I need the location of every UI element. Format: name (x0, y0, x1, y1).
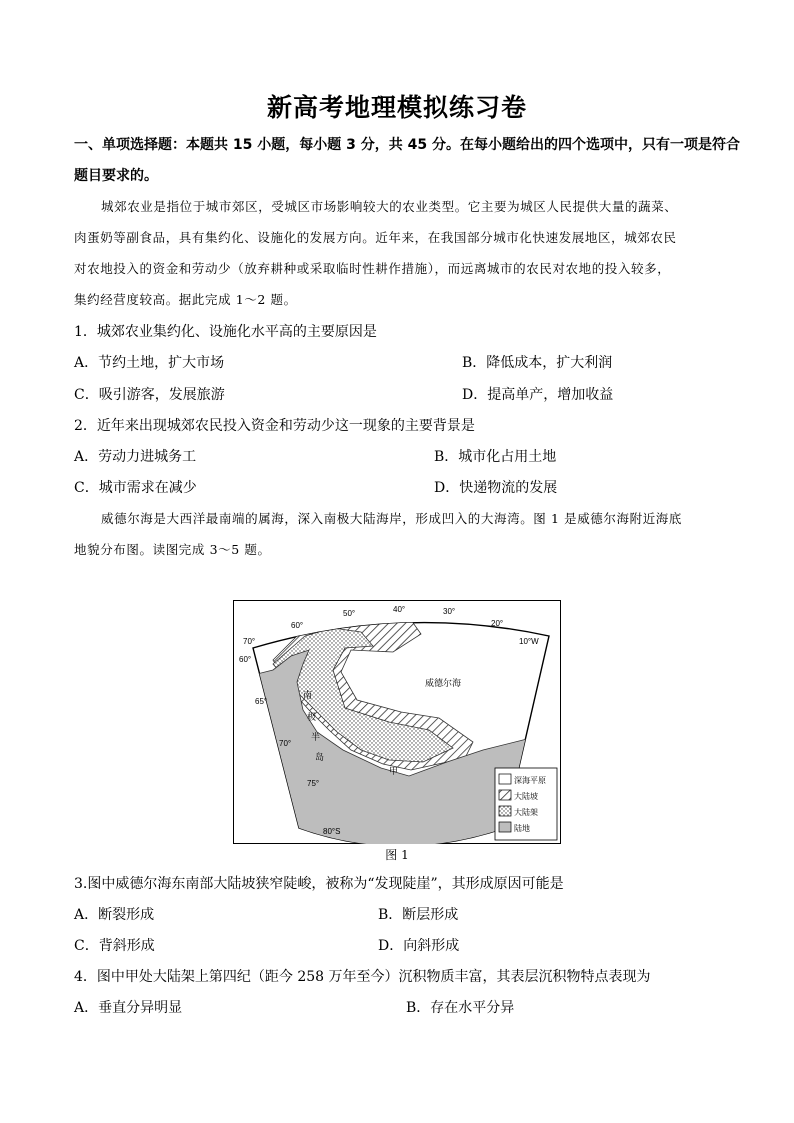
peninsula-char-2: 极 (307, 712, 317, 722)
legend-deep-plain: 深海平原 (514, 776, 546, 785)
legend-land: 陆地 (514, 824, 530, 833)
lon-60-label: 60° (291, 621, 304, 630)
passage1-line3: 对农地投入的资金和劳动少（放弃耕种或采取临时性耕作措施），而远离城市的农民对农地的投入较多， (74, 261, 671, 276)
jia-label: 甲 (389, 766, 399, 776)
q4-option-b[interactable]: B．存在水平分异 (406, 1000, 515, 1016)
lon-70-label: 70° (243, 637, 256, 646)
lon-10w-label: 10°W (519, 637, 539, 646)
lon-40-label: 40° (393, 605, 406, 614)
lat-70-label: 70° (279, 739, 292, 748)
legend-shelf: 大陆架 (514, 808, 538, 817)
peninsula-char-1: 南 (303, 690, 313, 700)
weddell-sea-label: 威德尔海 (425, 678, 462, 688)
q2-option-a[interactable]: A．劳动力进城务工 (74, 449, 197, 465)
q1-stem: 1．城郊农业集约化、设施化水平高的主要原因是 (74, 324, 377, 340)
peninsula-char-4: 岛 (315, 752, 325, 762)
legend-swatch-deep-plain (499, 774, 511, 784)
section-header-line1: 一、单项选择题：本题共 15 小题，每小题 3 分，共 45 分。在每小题给出的四个选项中，只有一项是符合 (74, 137, 740, 153)
weddell-sea-map (233, 600, 561, 844)
page-title: 新高考地理模拟练习卷 (266, 93, 527, 122)
q2-option-d[interactable]: D．快递物流的发展 (434, 480, 558, 496)
q2-option-b[interactable]: B．城市化占用土地 (434, 449, 557, 465)
lon-20-label: 20° (491, 619, 504, 628)
legend-slope: 大陆坡 (514, 792, 538, 801)
passage2-line2: 地貌分布图。读图完成 3～5 题。 (74, 542, 271, 557)
q3-stem: 3.图中威德尔海东南部大陆坡狭窄陡峻，被称为“发现陡崖”，其形成原因可能是 (74, 876, 564, 892)
passage1-line2: 肉蛋奶等副食品，具有集约化、设施化的发展方向。近年来，在我国部分城市化快速发展地区，城郊农民 (74, 230, 677, 245)
passage2-line1: 威德尔海是大西洋最南端的属海，深入南极大陆海岸，形成凹入的大海湾。图 1 是威德尔海附近海底 (101, 511, 683, 526)
q3-option-d[interactable]: D．向斜形成 (378, 938, 460, 954)
q4-option-a[interactable]: A．垂直分异明显 (74, 1000, 183, 1016)
lat-80s-label: 80°S (323, 827, 341, 836)
q1-option-c[interactable]: C．吸引游客，发展旅游 (74, 387, 225, 403)
q1-option-d[interactable]: D．提高单产，增加收益 (462, 387, 614, 403)
lon-30-label: 30° (443, 607, 456, 616)
q3-option-b[interactable]: B．断层形成 (378, 907, 459, 923)
q4-stem: 4．图中甲处大陆架上第四纪（距今 258 万年至今）沉积物质丰富，其表层沉积物特点表现为 (74, 969, 651, 985)
legend-swatch-slope (499, 790, 511, 800)
lat-60-label: 60° (239, 655, 252, 664)
lat-75-label: 75° (307, 779, 320, 788)
q1-option-b[interactable]: B．降低成本，扩大利润 (462, 355, 613, 371)
peninsula-char-3: 半 (311, 732, 321, 742)
q2-stem: 2．近年来出现城郊农民投入资金和劳动少这一现象的主要背景是 (74, 418, 475, 434)
passage1-line1: 城郊农业是指位于城市郊区，受城区市场影响较大的农业类型。它主要为城区人民提供大量的蔬菜、 (101, 199, 678, 214)
legend-swatch-land (499, 822, 511, 832)
passage1-line4: 集约经营度较高。据此完成 1～2 题。 (74, 292, 297, 307)
lat-65-label: 65° (255, 697, 268, 706)
q3-option-c[interactable]: C．背斜形成 (74, 938, 155, 954)
legend-swatch-shelf (499, 806, 511, 816)
section-header-line2: 题目要求的。 (74, 168, 158, 184)
figure-caption: 图 1 (385, 848, 409, 862)
q1-option-a[interactable]: A．节约土地，扩大市场 (74, 355, 225, 371)
q3-option-a[interactable]: A．断裂形成 (74, 907, 155, 923)
map-legend (495, 768, 557, 840)
q2-option-c[interactable]: C．城市需求在减少 (74, 480, 197, 496)
lon-50-label: 50° (343, 609, 356, 618)
